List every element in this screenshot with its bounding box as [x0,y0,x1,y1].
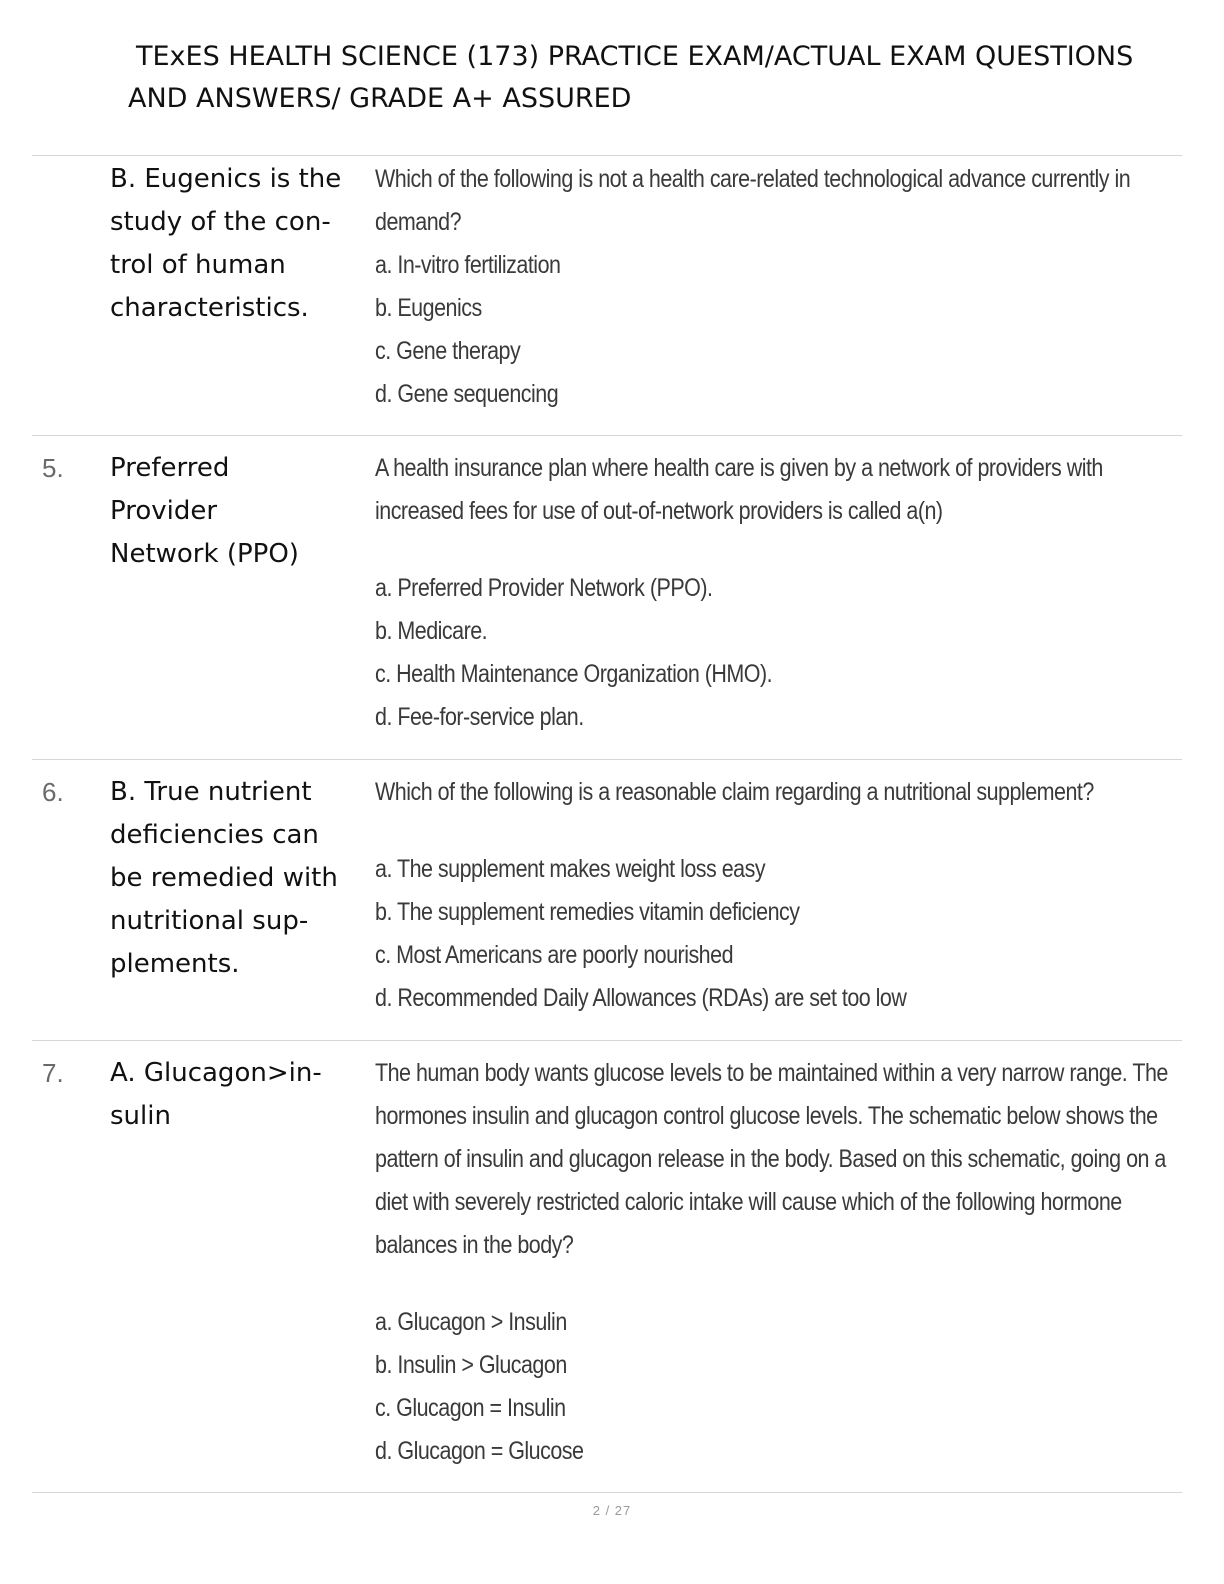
answer-option: c. Health Maintenance Organization (HMO). [375,660,773,688]
answer-line: Network (PPO) [110,539,299,569]
answer-option: d. Gene sequencing [375,380,559,408]
title-line-2: AND ANSWERS/ GRADE A+ ASSURED [128,83,632,114]
card-divider [32,1492,1182,1493]
answer-option: b. The supplement remedies vitamin deficiency [375,898,800,926]
card-divider [32,435,1182,436]
card-divider [32,1040,1182,1041]
answer-option: d. Fee-for-service plan. [375,703,584,731]
answer-option: b. Medicare. [375,617,488,645]
answer-line: deficiencies can [110,820,319,850]
card-question [375,1052,1168,1473]
answer-line: Preferred [110,453,230,483]
answer-option: a. Glucagon > Insulin [375,1308,567,1336]
page-indicator: 2 / 27 [592,1503,632,1518]
card-question [375,158,1131,416]
answer-line: trol of human [110,250,286,280]
answer-option: b. Eugenics [375,294,482,322]
card-number: 7. [42,1058,64,1088]
answer-line: study of the con- [110,207,331,237]
answer-line: plements. [110,949,240,979]
card-divider [32,759,1182,760]
answer-line: nutritional sup- [110,906,309,936]
question-text: Which of the following is not a health care-related technological advance currently in demand? [375,165,1131,236]
answer-line: be remedied with [110,863,338,893]
answer-option: c. Glucagon = Insulin [375,1394,566,1422]
answer-line: sulin [110,1101,171,1131]
answer-line: B. True nutrient [110,777,312,807]
document-title [128,36,1224,120]
card-divider [32,155,1182,156]
answer-option: c. Gene therapy [375,337,521,365]
card-number: 6. [42,777,64,807]
answer-option: d. Glucagon = Glucose [375,1437,584,1465]
card-question [375,771,1094,1020]
question-text: The human body wants glucose levels to be maintained within a very narrow range. The hormones insulin and glucagon control glucose levels. The schematic below shows the pattern of insulin and glucagon release in the body. Based on this schematic, going on a diet with severely restricted caloric intake will cause which of the following hormone balances in the body? [375,1059,1168,1259]
card-answer [110,447,372,576]
spacer [375,533,1063,567]
spacer [375,814,1063,848]
answer-option: a. The supplement makes weight loss easy [375,855,766,883]
card-answer [110,771,372,986]
title-line-1: TExES HEALTH SCIENCE (173) PRACTICE EXAM/ACTUAL EXAM QUESTIONS [136,41,1134,72]
question-text: Which of the following is a reasonable claim regarding a nutritional supplement? [375,778,1094,806]
answer-line: A. Glucagon>in- [110,1058,322,1088]
spacer [375,1267,1063,1301]
card-answer [110,1052,372,1138]
answer-option: d. Recommended Daily Allowances (RDAs) are set too low [375,984,907,1012]
answer-option: a. In-vitro fertilization [375,251,561,279]
card-question [375,447,1103,739]
answer-line: Provider [110,496,218,526]
question-text: A health insurance plan where health care is given by a network of providers with increased fees for use of out-of-network providers is called a(n) [375,454,1103,525]
answer-option: b. Insulin > Glucagon [375,1351,567,1379]
answer-option: c. Most Americans are poorly nourished [375,941,734,969]
card-answer [110,158,372,330]
answer-option: a. Preferred Provider Network (PPO). [375,574,713,602]
answer-line: B. Eugenics is the [110,164,342,194]
card-number: 5. [42,453,64,483]
answer-line: characteristics. [110,293,309,323]
